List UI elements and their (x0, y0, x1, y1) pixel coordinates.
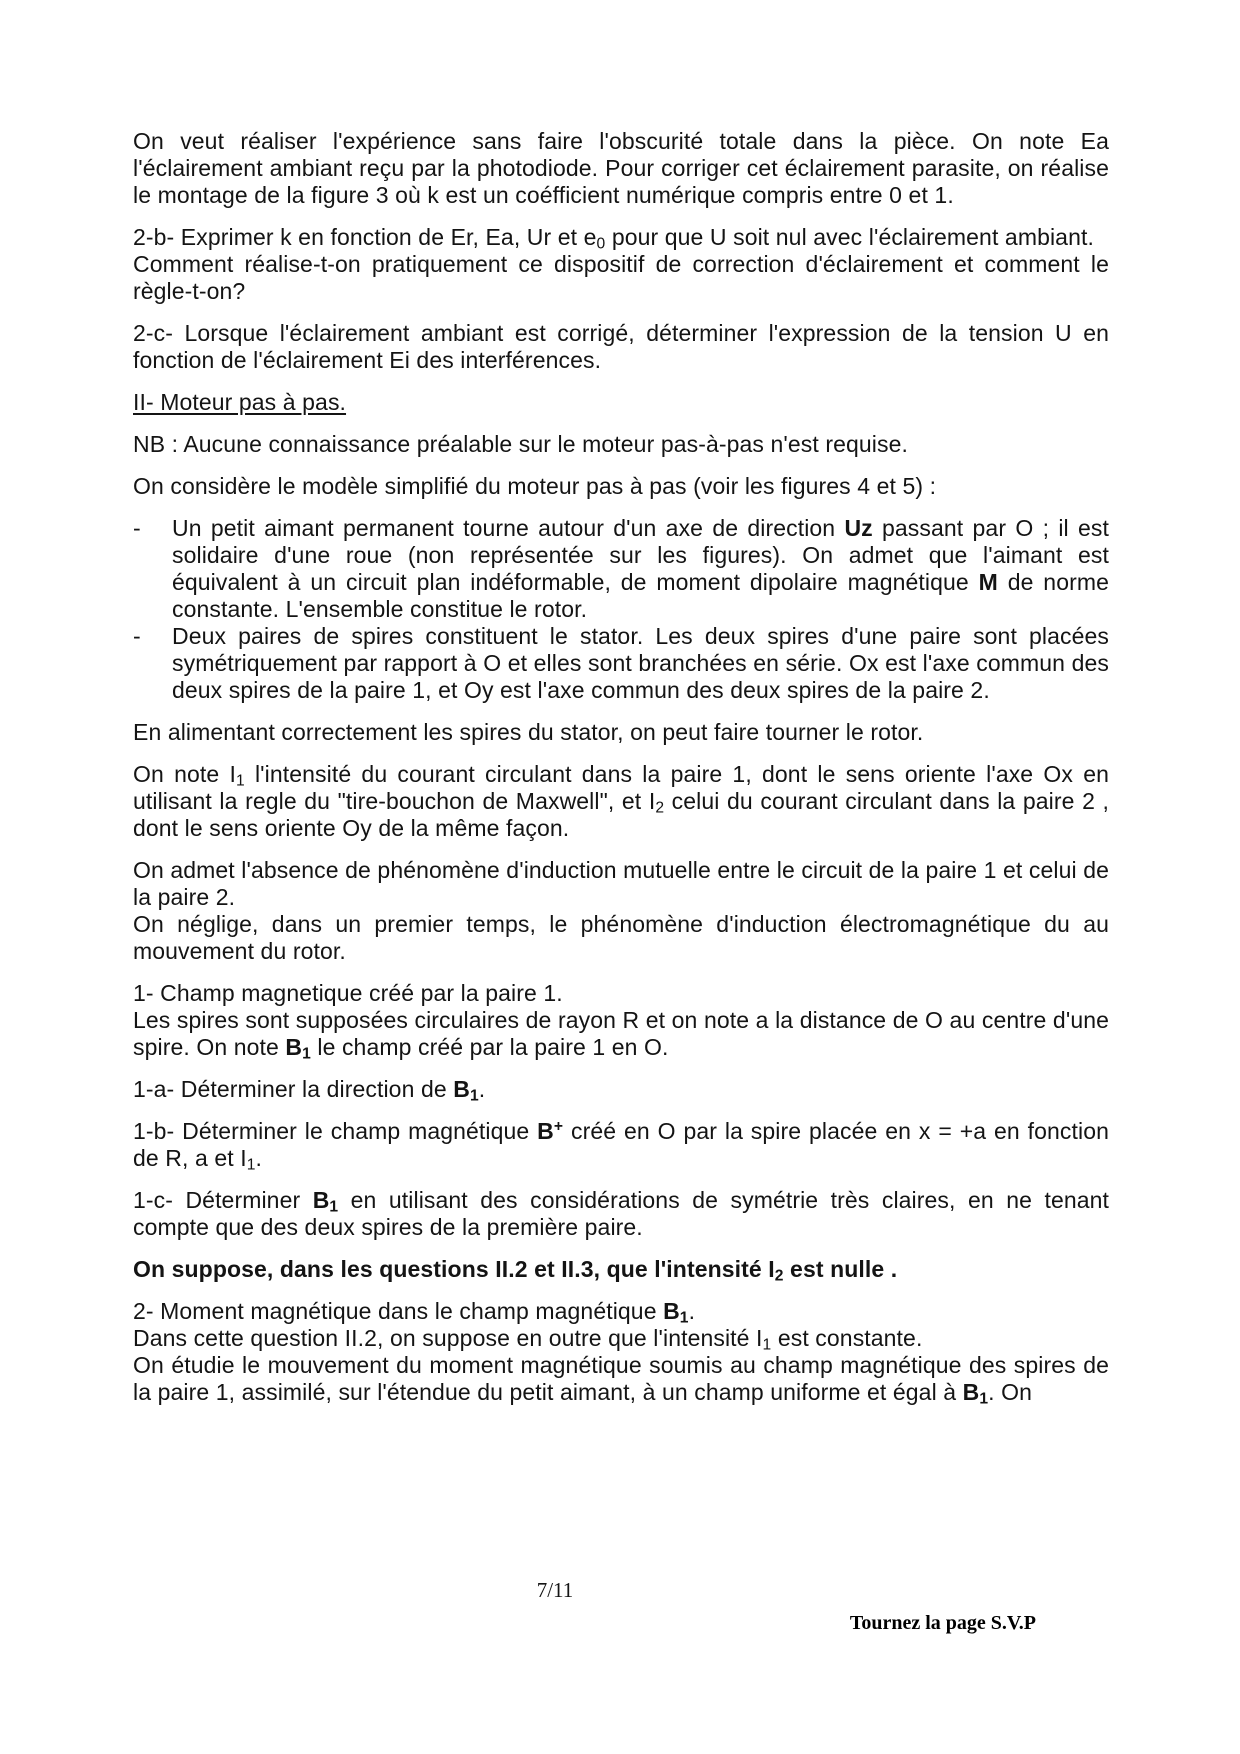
turn-page-note: Tournez la page S.V.P (849, 1612, 1036, 1634)
section-heading-moteur: II- Moteur pas à pas. (133, 389, 347, 415)
paragraph-intro: On veut réaliser l'expérience sans faire l'obscurité totale dans la pièce. On note Ea l'éclairement ambiant reçu par la photodiode. Pour corriger cet éclairement parasite, on réalise le montage de la figure 3 où k est un coéfficient numérique compris entre 0 et 1. (133, 128, 1109, 208)
nb-note: NB : Aucune connaissance préalable sur le moteur pas-à-pas n'est requise. (133, 431, 908, 457)
paragraph-induction: On admet l'absence de phénomène d'induction mutuelle entre le circuit de la paire 1 et celui de la paire 2. On néglige, dans un premier temps, le phénomène d'induction électromagnétique du au mouvement du rotor. (133, 857, 1109, 964)
question-2b: 2-b- Exprimer k en fonction de Er, Ea, Ur et $e_0$ pour que U soit nul avec l'éclairement ambiant. Comment réalise-t-on pratiquement ce dispositif de correction d'éclairement et comment le règle-t-on? (133, 224, 1109, 304)
bullet-list (133, 515, 1109, 704)
model-intro: On considère le modèle simplifié du moteur pas à pas (voir les figures 4 et 5) : (133, 473, 937, 499)
list-item-stator (133, 623, 1109, 704)
list-item-stator-text: Deux paires de spires constituent le stator. Les deux spires d'une paire sont placées symétriquement par rapport à O et elles sont branchées en série. Ox est l'axe commun des deux spires de la paire 1, et Oy est l'axe commun des deux spires de la paire 2. (172, 623, 1109, 703)
question-2: 2- Moment magnétique dans le champ magnétique $B_1$. Dans cette question II.2, on suppose en outre que l'intensité $I_1$ est constante. On étudie le mouvement du moment magnétique soumis au champ magnétique des spires de la paire 1, assimilé, sur l'étendue du petit aimant, à un champ uniforme et égal à $B_1$. On (133, 1298, 1109, 1408)
list-item-rotor (133, 515, 1109, 623)
dash-marker: - (133, 515, 141, 541)
question-1a: 1-a- Déterminer la direction de $B_1$. (133, 1076, 486, 1105)
document-body (133, 128, 1109, 1406)
hypothesis-statement: On suppose, dans les questions II.2 et II.3, que l'intensité $I_2$ est nulle . (133, 1256, 898, 1285)
paragraph-alimentation: En alimentant correctement les spires du stator, on peut faire tourner le rotor. (133, 719, 924, 745)
question-1b: 1-b- Déterminer le champ magnétique B+ créé en O par la spire placée en x = +a en fonction de R, a et $I_1$. (133, 1118, 1109, 1174)
question-1c: 1-c- Déterminer $B_1$ en utilisant des considérations de symétrie très claires, en ne tenant compte que des deux spires de la première paire. (133, 1187, 1109, 1240)
list-item-rotor-text: Un petit aimant permanent tourne autour d'un axe de direction Uz passant par O ; il est solidaire d'une roue (non représentée sur les figures). On admet que l'aimant est équivalent à un circuit plan indéformable, de moment dipolaire magnétique M de norme constante. L'ensemble constitue le rotor. (172, 515, 1110, 622)
question-2c: 2-c- Lorsque l'éclairement ambiant est corrigé, déterminer l'expression de la tension U en fonction de l'éclairement Ei des interférences. (133, 320, 1109, 373)
paragraph-courants: On note $I_1$ l'intensité du courant circulant dans la paire 1, dont le sens oriente l'axe Ox en utilisant la regle du "tire-bouchon de Maxwell", et $I_2$ celui du courant circulant dans la paire 2 , dont le sens oriente Oy de la même façon. (133, 761, 1109, 841)
page-number: 7/11 (536, 1578, 574, 1602)
dash-marker: - (133, 623, 141, 649)
question-1: 1- Champ magnetique créé par la paire 1. Les spires sont supposées circulaires de rayon R et on note a la distance de O au centre d'une spire. On note $B_1$ le champ créé par la paire 1 en O. (133, 980, 1109, 1063)
